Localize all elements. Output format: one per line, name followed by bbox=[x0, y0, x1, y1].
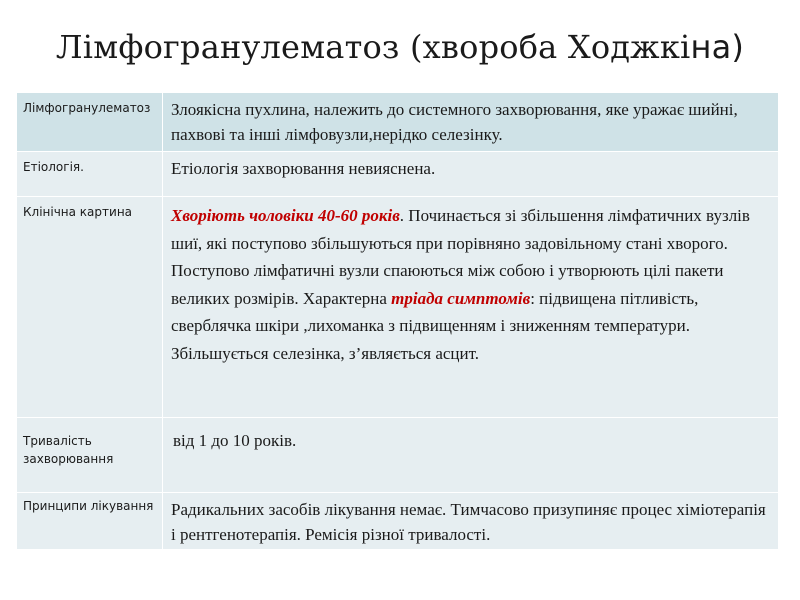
table-row-definition bbox=[17, 93, 779, 152]
body-text: : підвищена пітливість, сверблячка шкіри ,лихоманка з підвищенням і зниженням температури. Збільшується селезінка, з’являється асцит. bbox=[171, 288, 699, 363]
content-cell bbox=[163, 418, 779, 493]
row-content: Етіологія захворювання невияснена. bbox=[171, 159, 436, 178]
table-row-treatment bbox=[17, 493, 779, 550]
label-cell bbox=[17, 152, 163, 197]
slide-title bbox=[0, 28, 800, 66]
highlight-text: Хворіють чоловіки 40-60 років bbox=[171, 206, 400, 225]
label-cell bbox=[17, 197, 163, 418]
row-label: Принципи лікування bbox=[23, 499, 154, 513]
row-content: від 1 до 10 років. bbox=[173, 431, 297, 450]
title-tail: на) bbox=[690, 28, 745, 66]
title-main: Лімфогранулематоз (хвороба Ходжкі bbox=[55, 28, 691, 66]
label-cell bbox=[17, 493, 163, 550]
content-cell bbox=[163, 197, 779, 418]
label-cell bbox=[17, 93, 163, 152]
body-text: . Починається зі збільшення лімфатичних вузлів шиї, які поступово збільшуються при порівняно задовільному стані хворого. Поступово лімфатичні вузли спаюються між собою і утворюють цілі пакети великих розмірів. Характерна bbox=[171, 206, 750, 308]
table-row-etiology bbox=[17, 152, 779, 197]
highlight-text: тріада симптомів bbox=[391, 288, 531, 308]
content-cell bbox=[163, 493, 779, 550]
content-cell bbox=[163, 152, 779, 197]
label-cell bbox=[17, 418, 163, 493]
row-content: Злоякісна пухлина, належить до системного захворювання, яке уражає шийні, пахвові та інші лімфовузли,нерідко селезінку. bbox=[171, 100, 738, 144]
row-label: Етіологія. bbox=[23, 160, 84, 174]
content-cell bbox=[163, 93, 779, 152]
row-content: Радикальних засобів лікування немає. Тимчасово призупиняє процес хіміотерапія і рентгенотерапія. Ремісія різної тривалості. bbox=[171, 500, 766, 544]
table-row-duration bbox=[17, 418, 779, 493]
table-row-clinical-picture bbox=[17, 197, 779, 418]
row-content bbox=[163, 197, 778, 367]
info-table bbox=[16, 92, 779, 550]
row-label: Тривалість захворювання bbox=[23, 434, 114, 466]
row-label: Лімфогранулематоз bbox=[23, 101, 151, 115]
row-label: Клінічна картина bbox=[23, 205, 133, 219]
